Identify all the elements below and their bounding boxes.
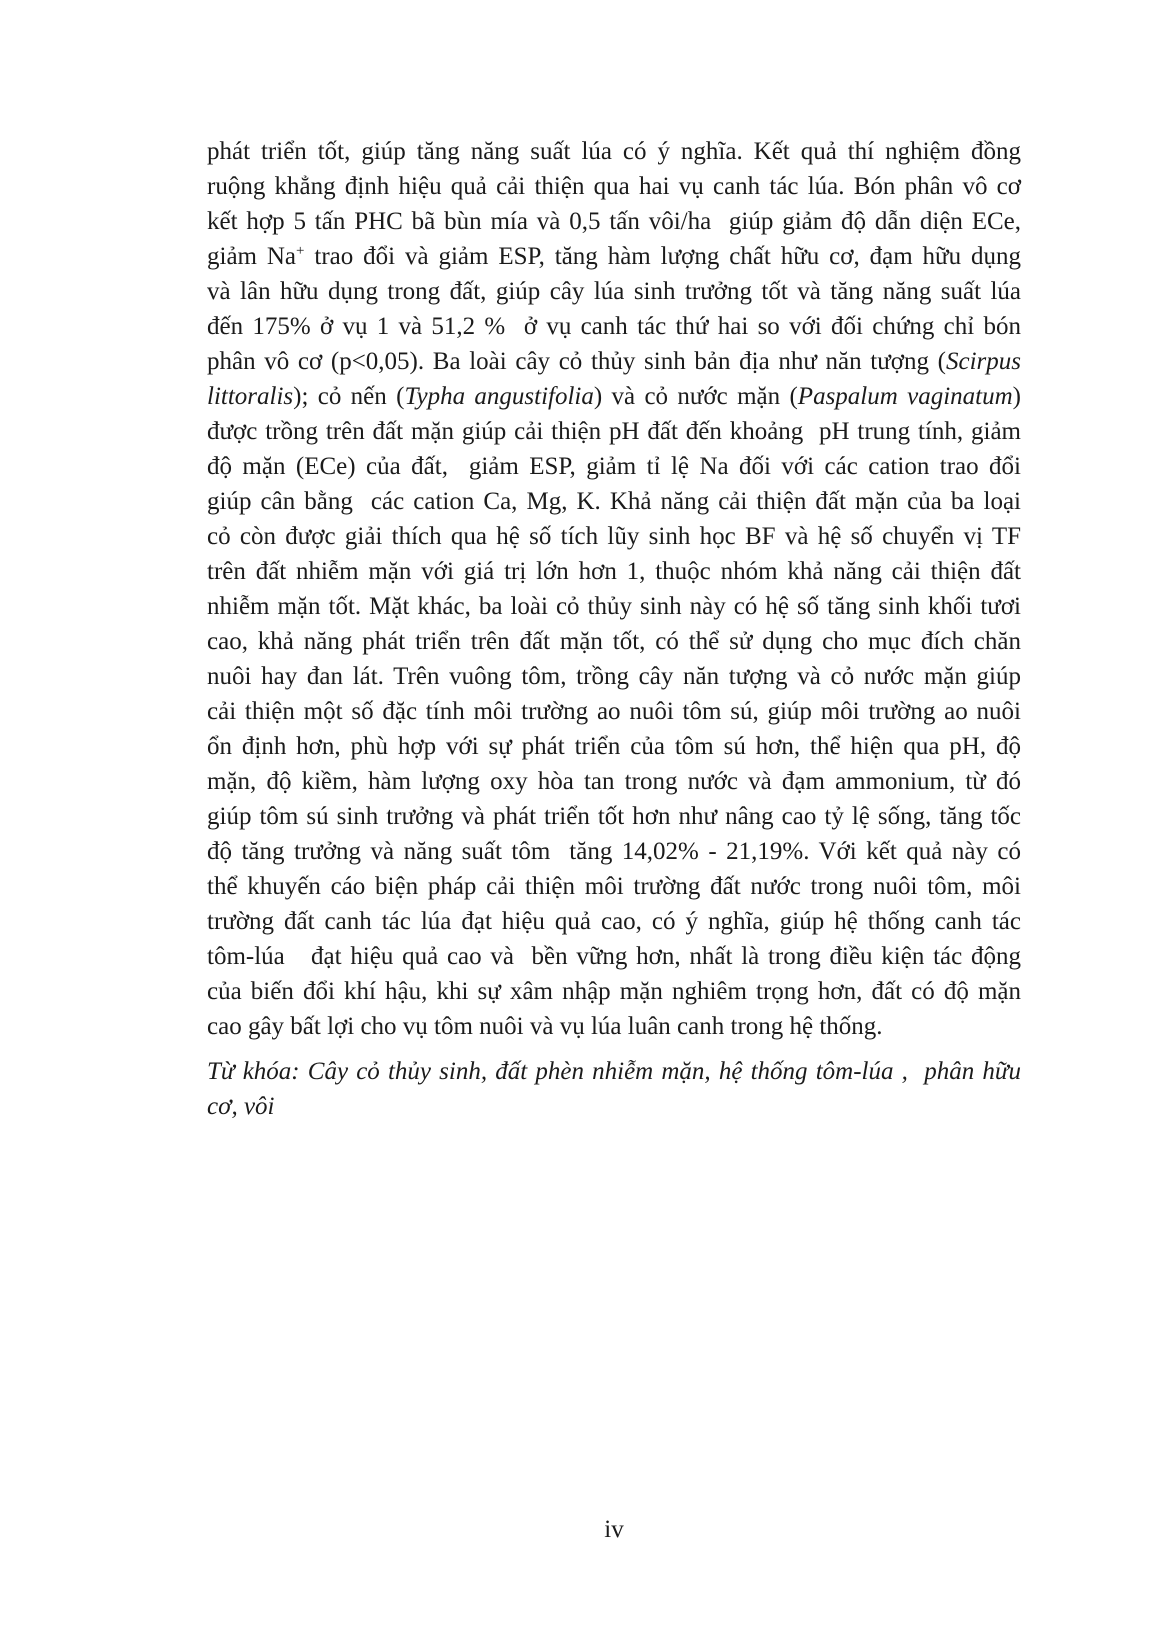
abstract-line: [207, 974, 1021, 1009]
abstract-line: [207, 834, 1021, 869]
text-segment: trường đất canh tác lúa đạt hiệu quả cao, có ý nghĩa, giúp hệ thống canh tác: [207, 908, 1021, 935]
italic-text-segment: Từ khóa: Cây cỏ thủy sinh, đất phèn nhiễm mặn, hệ thống tôm-lúa , phân hữu: [207, 1058, 1021, 1085]
text-segment: ); cỏ nến (: [293, 383, 405, 410]
text-segment: tôm-lúa đạt hiệu quả cao và bền vững hơn, nhất là trong điều kiện tác động: [207, 943, 1021, 970]
abstract-line: [207, 204, 1021, 239]
italic-text-segment: littoralis: [207, 383, 294, 410]
keywords-paragraph: [207, 1054, 1021, 1124]
abstract-line: [207, 169, 1021, 204]
abstract-line: [207, 764, 1021, 799]
text-segment: phân vô cơ (p<0,05). Ba loài cây cỏ thủy sinh bản địa như năn tượng (: [207, 348, 946, 375]
abstract-line: [207, 659, 1021, 694]
text-segment: trên đất nhiễm mặn với giá trị lớn hơn 1, thuộc nhóm khả năng cải thiện đất: [207, 558, 1021, 585]
abstract-line: [207, 729, 1021, 764]
text-segment: trao đổi và giảm ESP, tăng hàm lượng chất hữu cơ, đạm hữu dụng: [304, 243, 1021, 270]
abstract-line: [207, 694, 1021, 729]
abstract-line: [207, 519, 1021, 554]
abstract-line: [207, 379, 1021, 414]
abstract-line: [207, 344, 1021, 379]
abstract-line: [207, 799, 1021, 834]
abstract-line: [207, 274, 1021, 309]
text-segment: kết hợp 5 tấn PHC bã bùn mía và 0,5 tấn vôi/ha giúp giảm độ dẫn diện ECe,: [207, 208, 1021, 235]
text-segment: ruộng khẳng định hiệu quả cải thiện qua hai vụ canh tác lúa. Bón phân vô cơ: [207, 173, 1021, 200]
text-segment: giảm Na: [207, 243, 297, 270]
text-segment: ): [1012, 383, 1021, 410]
abstract-line: [207, 624, 1021, 659]
text-segment: ổn định hơn, phù hợp với sự phát triển của tôm sú hơn, thể hiện qua pH, độ: [207, 733, 1021, 760]
italic-text-segment: Typha angustifolia: [404, 383, 594, 410]
text-segment: ) và cỏ nước mặn (: [593, 383, 798, 410]
abstract-paragraph: [207, 134, 1021, 1044]
text-segment: thể khuyến cáo biện pháp cải thiện môi trường đất nước trong nuôi tôm, môi: [207, 873, 1021, 900]
abstract-line: [207, 904, 1021, 939]
abstract-line: [207, 414, 1021, 449]
text-segment: cải thiện một số đặc tính môi trường ao nuôi tôm sú, giúp môi trường ao nuôi: [207, 698, 1021, 725]
text-segment: và lân hữu dụng trong đất, giúp cây lúa sinh trưởng tốt và tăng năng suất lúa: [207, 278, 1021, 305]
superscript-segment: +: [296, 243, 305, 259]
text-segment: độ tăng trưởng và năng suất tôm tăng 14,02% - 21,19%. Với kết quả này có: [207, 838, 1021, 865]
text-segment: giúp cân bằng các cation Ca, Mg, K. Khả năng cải thiện đất mặn của ba loại: [207, 488, 1021, 515]
abstract-line: [207, 554, 1021, 589]
text-segment: cỏ còn được giải thích qua hệ số tích lũy sinh học BF và hệ số chuyển vị TF: [207, 523, 1021, 550]
abstract-line: [207, 309, 1021, 344]
text-segment: giúp tôm sú sinh trưởng và phát triển tốt hơn như nâng cao tỷ lệ sống, tăng tốc: [207, 803, 1021, 830]
abstract-line: [207, 1009, 1021, 1044]
abstract-line: [207, 869, 1021, 904]
italic-text-segment: Paspalum vaginatum: [797, 383, 1013, 410]
keywords-line: [207, 1089, 1021, 1124]
text-segment: cao gây bất lợi cho vụ tôm nuôi và vụ lúa luân canh trong hệ thống.: [207, 1013, 883, 1040]
abstract-line: [207, 239, 1021, 274]
keywords-line: [207, 1054, 1021, 1089]
italic-text-segment: cơ, vôi: [207, 1093, 275, 1120]
text-segment: nuôi hay đan lát. Trên vuông tôm, trồng cây năn tượng và cỏ nước mặn giúp: [207, 663, 1021, 690]
abstract-line: [207, 939, 1021, 974]
text-segment: đến 175% ở vụ 1 và 51,2 % ở vụ canh tác thứ hai so với đối chứng chỉ bón: [207, 313, 1021, 340]
text-segment: được trồng trên đất mặn giúp cải thiện pH đất đến khoảng pH trung tính, giảm: [207, 418, 1021, 445]
abstract-line: [207, 134, 1021, 169]
page-number: iv: [604, 1516, 624, 1543]
text-segment: phát triển tốt, giúp tăng năng suất lúa có ý nghĩa. Kết quả thí nghiệm đồng: [207, 138, 1021, 165]
text-segment: mặn, độ kiềm, hàm lượng oxy hòa tan trong nước và đạm ammonium, từ đó: [207, 768, 1021, 795]
text-segment: nhiễm mặn tốt. Mặt khác, ba loài cỏ thủy sinh này có hệ số tăng sinh khối tươi: [207, 593, 1021, 620]
abstract-line: [207, 589, 1021, 624]
text-segment: của biến đổi khí hậu, khi sự xâm nhập mặn nghiêm trọng hơn, đất có độ mặn: [207, 978, 1021, 1005]
abstract-line: [207, 449, 1021, 484]
italic-text-segment: Scirpus: [946, 348, 1021, 375]
text-segment: độ mặn (ECe) của đất, giảm ESP, giảm tỉ lệ Na đối với các cation trao đổi: [207, 453, 1021, 480]
abstract-line: [207, 484, 1021, 519]
text-segment: cao, khả năng phát triển trên đất mặn tốt, có thể sử dụng cho mục đích chăn: [207, 628, 1021, 655]
